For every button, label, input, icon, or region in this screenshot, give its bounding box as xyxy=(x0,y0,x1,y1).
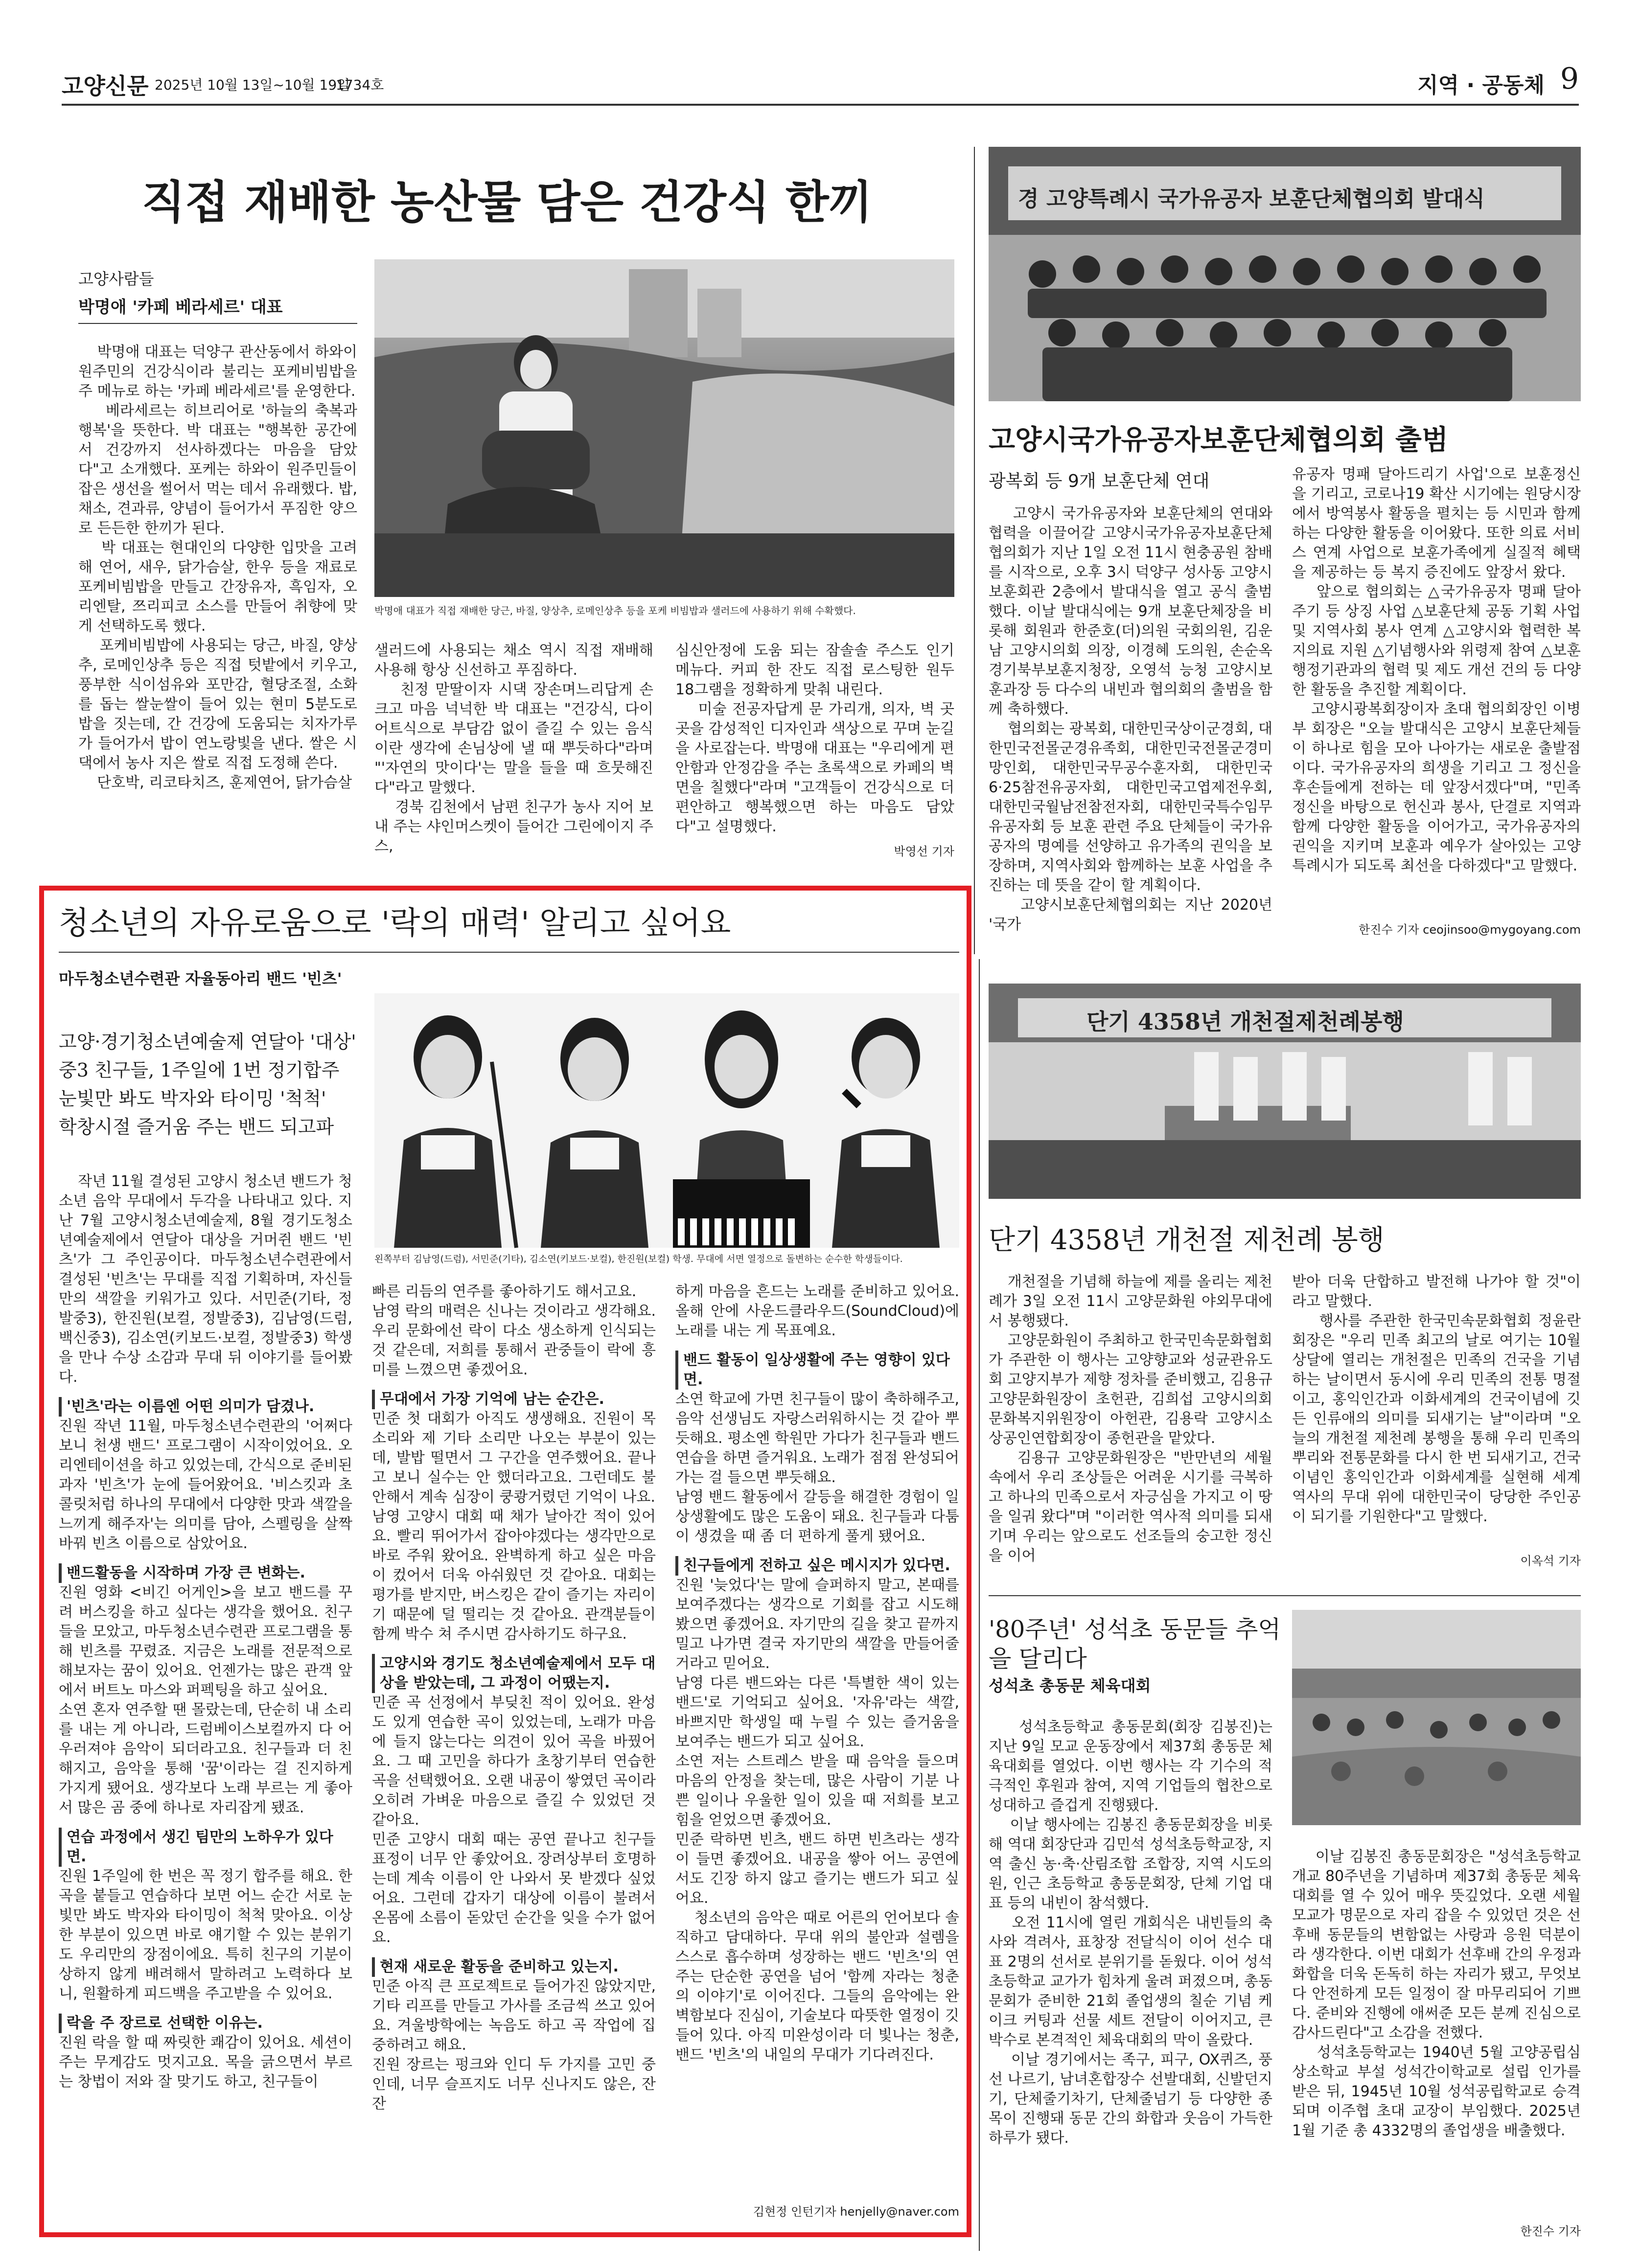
band-photo xyxy=(374,993,959,1248)
gaecheon-byline: 이옥석 기자 xyxy=(1520,1554,1581,1568)
band-a4: 진원 락을 할 때 짜릿한 쾌감이 있어요. 세션이 주는 무게감도 멋지고요. 목을 긁으면서 부르는 창법이 저와 잘 맞기도 하고, 친구들이 xyxy=(59,2034,357,2090)
band-q2: 밴드활동을 시작하며 가장 큰 변화는. xyxy=(59,1563,352,1583)
band-photo-illustration xyxy=(374,993,959,1248)
gaecheon-col1: 개천절을 기념해 하늘에 제를 올리는 제천례가 3일 오전 11시 고양문화원 야외무대에서 봉행됐다. 고양문화원이 주최하고 한국민속문화협회가 주관한 이 행사는 고양향교와 성균관유도회 고양지부가 제향 정차를 준비했고, 김용규 고양문화원장이 초헌관, 김희섭 고양시의회 문화복지위원장이 아헌관, 김용락 고양시소상공인연합회장이 종헌관을 맡았다. 김용규 고양문화원장은 "반만년의 세월 속에서 우리 조상들은 어려운 시기를 극복하고 하나의 민족으로서 자긍심을 가지고 이 땅을 일궈 왔다"며 "이러한 역사적 의미를 되새기며 우리는 앞으로도 선조들의 숭고한 정신을 이어 xyxy=(989,1273,1272,1564)
band-q3: 연습 과정에서 생긴 팀만의 노하우가 있다면. xyxy=(59,1828,352,1867)
band-col2-text: 빠른 리듬의 연주를 좋아하기도 해서고요. 남영 락의 매력은 신나는 것이라고 생각해요. 우리 문화에선 락이 다소 생소하게 인식되는 것 같은데, 저희를 통해서 관중들이 락에 흥미를 느꼈으면 좋겠어요. xyxy=(372,1283,656,1378)
band-col3-text: 하게 마음을 흔드는 노래를 준비하고 있어요. 올해 안에 사운드클라우드(SoundCloud)에 노래를 내는 게 목표예요. xyxy=(675,1283,964,1339)
band-a7: 민준 아직 큰 프로젝트로 들어가진 않았지만, 기타 리프를 만들고 가사를 조금씩 쓰고 있어요. 겨울방학에는 녹음도 하고 곡 작업에 집중하려고 해요. 진원 장르는 펑크와 인디 두 가지를 고민 중인데, 너무 슬프지도 너무 신나지도 않은, 잔잔 xyxy=(372,1978,656,2112)
veterans-col1: 고양시 국가유공자와 보훈단체의 연대와 협력을 이끌어갈 고양시국가유공자보훈단체협의회가 지난 1일 오전 11시 현충공원 참배를 시작으로, 오후 3시 덕양구 성사동 고양시보훈회관 2층에서 발대식을 열고 공식 출범했다. 이날 발대식에는 9개 보훈단체장을 비롯해 회원과 한준호(더)의원 국회의원, 김운남 고양시의회 의장, 이경혜 도의원, 손순옥 경기북부보훈지청장, 오영석 능청 고양시보훈과장 등 다수의 내빈과 협의회의 출범을 함께 축하했다. 협의회는 광복회, 대한민국상이군경회, 대한민국전몰군경유족회, 대한민국전몰군경미망인회, 대한민국무공수훈자회, 대한민국6·25참전유공자회, 대한민국고엽제전우회, 대한민국월남전참전자회, 대한민국특수임무유공자회 등 보훈 관련 주요 단체들이 국가유공자의 명예를 선양하고 유가족의 권익을 보장하며, 지역사회와 함께하는 보훈 사업을 추진하는 데 뜻을 같이 할 계획이다. 고양시보훈단체협의회는 지난 2020년 '국가 xyxy=(989,505,1272,933)
gaecheon-photo-banner: 단기 4358년 개천절제천례봉행 xyxy=(1086,1008,1404,1035)
gaecheon-headline: 단기 4358년 개천절 제천례 봉행 xyxy=(989,1224,1385,1256)
band-a3: 진원 1주일에 한 번은 꼭 정기 합주를 해요. 한 곡을 붙들고 연습하다 보면 어느 순간 서로 눈빛만 봐도 박자와 타이밍이 척척 맞아요. 이상한 부분이 있으면 바로 얘기할 수 있는 분위기도 우리만의 장점이에요. 특히 친구의 기분이 상하지 않게 배려해서 말하려고 노력하다 보니, 원활하게 피드백을 주고받을 수 있어요. xyxy=(59,1868,357,2002)
reunion-subhead: 성석초 총동문 체육대회 xyxy=(989,1676,1151,1695)
band-col1 xyxy=(59,1172,357,2219)
band-headline-rule xyxy=(59,952,959,953)
band-subhead: 마두청소년수련관 자율동아리 밴드 '빈츠' xyxy=(59,969,342,988)
band-q1: '빈츠'라는 이름엔 어떤 의미가 담겼나. xyxy=(59,1397,352,1417)
reunion-byline: 한진수 기자 xyxy=(1520,2224,1581,2238)
band-byline: 김현정 인턴기자 henjelly@naver.com xyxy=(753,2205,959,2219)
farm-headline: 직접 재배한 농산물 담은 건강식 한끼 xyxy=(141,176,873,229)
farm-photo xyxy=(374,259,954,597)
reunion-headline: '80주년' 성석초 동문들 추억을 달리다 xyxy=(989,1616,1281,1672)
band-a8: 소연 학교에 가면 친구들이 많이 축하해주고, 음악 선생님도 자랑스러워하시는 것 같아 뿌듯해요. 평소엔 학원만 가다가 친구들과 밴드 연습을 하면 즐거워요. 노래가 점점 완성되어가는 걸 들으면 뿌듯해요. 남영 밴드 활동에서 갈등을 해결한 경험이 일상생활에도 많은 도움이 돼요. 친구들과 다툼이 생겼을 때 좀 더 편하게 풀게 됐어요. xyxy=(675,1391,959,1545)
farm-kicker: 고양사람들 xyxy=(78,270,154,288)
farm-photo-caption: 박명애 대표가 직접 재배한 당근, 바질, 양상추, 로메인상추 등을 포케 비빔밥과 샐러드에 사용하기 위해 수확했다. xyxy=(374,605,856,617)
reunion-col2: 이날 김봉진 총동문회장은 "성석초등학교 개교 80주년을 기념하며 제37회 총동문 체육대회를 열 수 있어 매우 뜻깊었다. 오랜 세월 모교가 명문으로 자리 잡을 수 있었던 것은 선후배 동문들의 변함없는 사랑과 응원 덕분이라 생각한다. 이번 대회가 선후배 간의 우정과 화합을 더욱 돈독히 하는 자리가 됐고, 무엇보다 안전하게 모든 일정이 잘 마무리되어 기쁘다. 준비와 진행에 애써준 모든 분께 진심으로 감사드린다"고 소감을 전했다. 성석초등학교는 1940년 5월 고양공립심상소학교 부설 성석간이학교로 설립 인가를 받은 뒤, 1945년 10월 성석공립학교로 승격되며 이주협 초대 교장이 부임했다. 2025년 1월 기준 총 4332명의 졸업생을 배출했다. xyxy=(1292,1848,1581,2139)
farm-col1: 박명애 대표는 덕양구 관산동에서 하와이 원주민의 건강식이라 불리는 포케비빔밥을 주 메뉴로 하는 '카페 베라세르'를 운영한다. 베라세르는 히브리어로 '하늘의 축복과 행복'을 뜻한다. 박 대표는 "행복한 공간에서 건강까지 선사하겠다는 마음을 담았다"고 소개했다. 포케는 하와이 원주민들이 잡은 생선을 썰어서 먹는 데서 유래했다. 밥, 채소, 견과류, 양념이 들어가서 푸짐한 양으로 든든한 한끼가 된다. 박 대표는 현대인의 다양한 입맛을 고려해 연어, 새우, 닭가슴살, 한우 등을 재료로 포케비빔밥을 만들고 간장유자, 흑임자, 오리엔탈, 쯔리피코 소스를 만들어 취향에 맞게 선택하도록 했다. 포케비빔밥에 사용되는 당근, 바질, 양상추, 로메인상추 등은 직접 텃밭에서 키우고, 풍부한 식이섬유와 포만감, 혈당조절, 소화를 돕는 쌀눈쌀이 들어 있는 현미 5분도로 밥을 짓는데, 간 건강에 도움되는 치자가루가 들어가서 밥이 연노랑빛을 낸다. 쌀은 시댁에서 농사 지은 쌀로 직접 도정해 쓴다. 단호박, 리코타치즈, 훈제연어, 닭가슴살 xyxy=(78,344,357,791)
farm-col2: 샐러드에 사용되는 채소 역시 직접 재배해 사용해 항상 신선하고 푸짐하다. 친정 맏딸이자 시댁 장손며느리답게 손 크고 마음 넉넉한 박 대표는 "건강식, 다이어트식으로 부담감 없이 즐길 수 있는 음식이란 생각에 손님상에 낼 때 뿌듯하다"라며 "'자연의 맛이다'는 말을 들을 때 흐뭇해진다"라고 말했다. 경북 김천에서 남편 친구가 농사 지어 보내 주는 샤인머스켓이 들어간 그린에이지 주스, xyxy=(374,642,653,855)
reunion-col1: 성석초등학교 총동문회(회장 김봉진)는 지난 9일 모교 운동장에서 제37회 총동문 체육대회를 열었다. 이번 행사는 각 기수의 적극적인 후원과 참여, 지역 기업들의 협찬으로 성대하고 즐겁게 진행됐다. 이날 행사에는 김봉진 총동문회장을 비롯해 역대 회장단과 김민석 성석초등학교장, 지역 출신 농·축·산림조합 조합장, 지역 시도의원, 인근 초등학교 총동문회장, 단체 기업 대표 등의 내빈이 참석했다. 오전 11시에 열린 개회식은 내빈들의 축사와 격려사, 표창장 전달식이 이어 선수 대표 2명의 선서로 분위기를 돋웠다. 이어 성석초등학교 교가가 힘차게 울려 퍼졌으며, 총동문회가 준비한 21회 졸업생의 칠순 기념 케이크 커팅과 선물 세트 전달이 이어지고, 큰 박수로 본격적인 체육대회의 막이 올랐다. 이날 경기에서는 족구, 피구, OX퀴즈, 풍선 나르기, 남녀혼합장수 선발대회, 신발던지기, 단체줄기차기, 단체줄넘기 등 다양한 종목이 진행돼 동문 간의 화합과 웃음이 가득한 하루가 됐다. xyxy=(989,1718,1272,2147)
gaecheon-col2: 받아 더욱 단합하고 발전해 나가야 할 것"이라고 말했다. 행사를 주관한 한국민속문화협회 정윤란 회장은 "우리 민족 최고의 날로 여기는 10월 상달에 열리는 개천절은 민족의 건국을 기념하는 날이면서 동시에 우리 민족의 전통 명절이고, 홍익인간과 이화세계의 건국이념에 깃든 인류애의 의미를 되새기는 날"이라며 "오늘의 개천절 제천례 봉행을 통해 우리 민족의 뿌리와 전통문화를 다시 한 번 되새기고, 건국이념인 홍익인간과 이화세계를 실현해 세계 역사의 무대 위에 대한민국이 당당한 주인공이 되기를 기원한다"고 말했다. xyxy=(1292,1273,1581,1525)
band-photo-caption: 왼쪽부터 김남영(드럼), 서민준(기타), 김소연(키보드·보컬), 한진원(보컬) 학생. 무대에 서면 열정으로 돌변하는 순수한 학생들이다. xyxy=(374,1254,903,1264)
band-a2: 진원 영화 <비긴 어게인>을 보고 밴드를 꾸려 버스킹을 하고 싶다는 생각을 했어요. 친구들을 모았고, 마두청소년수련관 프로그램을 통해 빈츠를 꾸렸죠. 지금은 노래를 전문적으로 해보자는 꿈이 있어요. 언젠가는 많은 관객 앞에서 버트노 마스와 퍼펙팅을 하고 싶어요. 소연 혼자 연주할 땐 몰랐는데, 단순히 내 소리를 내는 게 아니라, 드럼베이스보컬까지 다 어우러져야 음악이 되더라고요. 친구들과 더 친해지고, 음악을 통해 '꿈'이라는 걸 진지하게 가지게 됐어요. 생각보다 노래 부르는 게 좋아서 많은 곰 중에 하나로 자리잡게 됐죠. xyxy=(59,1584,352,1816)
veterans-byline: 한진수 기자 ceojinsoo@mygoyang.com xyxy=(1359,923,1581,937)
band-col3 xyxy=(675,1282,964,2197)
band-a6: 민준 곡 선정에서 부딪친 적이 있어요. 완성도 있게 연습한 곡이 있었는데, 노래가 마음에 들지 않는다는 의견이 있어 곡을 바꿨어요. 그 때 고민을 하다가 초창기부터 연습한 곡을 선택했어요. 오랜 내공이 쌓였던 곡이라 오히려 가벼운 마음으로 즐길 수 있었던 것 같아요. 민준 고양시 대회 때는 공연 끝나고 친구들 표정이 너무 안 좋았어요. 장려상부터 호명하는데 계속 이름이 안 나와서 못 받겠다 싶었어요. 그런데 갑자기 대상에 이름이 불려서 온몸에 소름이 돋았던 순간을 잊을 수가 없어요. xyxy=(372,1694,656,1946)
farm-photo-illustration xyxy=(374,259,954,597)
band-q8: 밴드 활동이 일상생활에 주는 영향이 있다면. xyxy=(675,1351,959,1390)
band-a1: 진원 작년 11월, 마두청소년수련관의 '어쩌다 보니 천생 밴드' 프로그램이 시작이었어요. 오리엔테이션을 하고 있었는데, 간식으로 준비된 과자 '빈츠'가 눈에 들어왔어요. '비스킷과 초콜릿처럼 하나의 무대에서 다양한 맛과 색깔을 느끼게 해주자'는 의미를 담아, 스펠링을 살짝 바꿔 빈츠 이름으로 삼았어요. xyxy=(59,1418,357,1552)
gaecheon-divider xyxy=(989,1595,1581,1596)
issue-number: 1734호 xyxy=(336,77,384,93)
veterans-headline: 고양시국가유공자보훈단체협의회 출범 xyxy=(989,424,1449,456)
issue-date: 2025년 10월 13일~10월 19일 xyxy=(155,77,350,93)
column-divider-top xyxy=(974,147,975,954)
masthead-rule xyxy=(62,104,1579,106)
band-headline: 청소년의 자유로움으로 '락의 매력' 알리고 싶어요 xyxy=(59,905,731,941)
veterans-subhead: 광복회 등 9개 보훈단체 연대 xyxy=(989,471,1210,491)
band-q7: 현재 새로운 활동을 준비하고 있는지. xyxy=(372,1957,656,1977)
reunion-photo xyxy=(1292,1610,1581,1825)
paper-name: 고양신문 xyxy=(62,73,149,99)
farm-col3: 심신안정에 도움 되는 잠솔솔 주스도 인기 메뉴다. 커피 한 잔도 직접 로스팅한 원두 18그램을 정확하게 맞춰 내린다. 미술 전공자답게 문 가리개, 의자, 벽 곳곳을 감성적인 디자인과 색상으로 꾸며 눈길을 사로잡는다. 박명애 대표는 "우리에게 편안함과 안정감을 주는 초록색으로 카페의 벽면을 칠했다"라며 "고객들이 건강식으로 더 편안하고 행복했으면 하는 마음도 담았다"고 설명했다. xyxy=(675,642,954,835)
veterans-photo xyxy=(989,147,1581,401)
page-number: 9 xyxy=(1560,62,1579,96)
veterans-photo-banner: 경 고양특례시 국가유공자 보훈단체협의회 발대식 xyxy=(1018,186,1485,211)
farm-byline: 박영선 기자 xyxy=(894,845,954,858)
band-q9: 친구들에게 전하고 싶은 메시지가 있다면. xyxy=(675,1556,959,1576)
veterans-col2: 유공자 명패 달아드리기 사업'으로 보훈정신을 기리고, 코로나19 확산 시기에는 원당시장에서 방역봉사 활동을 펼치는 등 시민과 함께하는 다양한 활동을 이어왔다. 또한 의료 서비스 연계 사업으로 보훈가족에게 실질적 혜택을 제공하는 등 복지 증진에도 앞장서 왔다. 앞으로 협의회는 △국가유공자 명패 달아주기 등 상징 사업 △보훈단체 공동 기획 사업 및 지역사회 봉사 연계 △고양시와 협력한 복지의료 지원 △기념행사와 위령제 참여 △보훈 행정기관과의 협력 및 제도 개선 건의 등 다양한 활동을 추진할 계획이다. 고양시광복회장이자 초대 협의회장인 이병부 회장은 "오늘 발대식은 고양시 보훈단체들이 하나로 힘을 모아 나아가는 새로운 출발점이다. 국가유공자의 희생을 기리고 그 정신을 후손들에게 전하는 데 앞장서겠다"며, "민족정신을 바탕으로 헌신과 봉사, 단결로 지역과 함께 다양한 활동을 이어가고, 국가유공자의 권익을 지키며 보훈과 예우가 살아있는 고양특례시가 되도록 최선을 다하겠다"고 말했다. xyxy=(1292,466,1581,874)
band-q6: 고양시와 경기도 청소년예술제에서 모두 대상을 받았는데, 그 과정이 어땠는지. xyxy=(372,1654,656,1693)
band-q4: 락을 주 장르로 선택한 이유는. xyxy=(59,2014,352,2033)
column-divider-bottom xyxy=(979,959,980,2251)
band-a5: 민준 첫 대회가 아직도 생생해요. 진원이 목소리와 제 기타 소리만 나오는 부분이 있는데, 발밥 떨면서 그 구간을 연주했어요. 끝나고 보니 실수는 안 했더라고요. 그런데도 불안해서 계속 심장이 쿵쾅거렸던 기억이 나요. 남영 고양시 대회 때 채가 날아간 적이 있어요. 빨리 뛰어가서 잡아야겠다는 생각만으로 바로 주워 왔어요. 완벽하게 하고 싶은 마음이 컸어서 더욱 아쉬웠던 것 같아요. 대회는 평가를 받지만, 버스킹은 같이 즐기는 자리이기 때문에 덜 떨리는 것 같아요. 관객분들이 함께 박수 쳐 주시면 감사하기도 하구요. xyxy=(372,1410,656,1643)
band-deck: 고양·경기청소년예술제 연달아 '대상' 중3 친구들, 1주일에 1번 정기합주 눈빛만 봐도 박자와 타이밍 '척척' 학창시절 즐거움 주는 밴드 되고파 xyxy=(59,1031,356,1138)
band-col2 xyxy=(372,1282,656,2222)
farm-subhead: 박명애 '카페 베라세르' 대표 xyxy=(78,298,283,317)
masthead xyxy=(62,64,1579,103)
farm-divider xyxy=(78,323,357,324)
gaecheon-photo xyxy=(989,984,1581,1199)
section-name: 지역 · 공동체 xyxy=(1417,73,1545,98)
reunion-photo-illustration xyxy=(1292,1610,1581,1825)
band-q5: 무대에서 가장 기억에 남는 순간은. xyxy=(372,1390,656,1409)
band-intro: 작년 11월 결성된 고양시 청소년 밴드가 청소년 음악 무대에서 두각을 나타내고 있다. 지난 7월 고양시청소년예술제, 8월 경기도청소년예술제에서 연달아 대상을 거머쥔 밴드 '빈츠'가 그 주인공이다. 마두청소년수련관에서 결성된 '빈츠'는 무대를 직접 기획하며, 자신들만의 색깔을 키워가고 있다. 서민준(기타, 정발중3), 한진원(보컬, 정발중3), 김남영(드럼, 백신중3), 김소연(키보드·보컬, 정발중3) 학생을 만나 수상 소감과 무대 뒤 이야기를 들어봤다. xyxy=(59,1173,357,1386)
band-a9: 진원 '늦었다'는 말에 슬퍼하지 말고, 본때를 보여주겠다는 생각으로 기회를 잡고 시도해 봤으면 좋겠어요. 자기만의 길을 찾고 끝까지 밀고 나가면 결국 자기만의 색깔을 만들어줄 거라고 믿어요. 남영 다른 밴드와는 다른 '특별한 색이 있는 밴드'로 기억되고 싶어요. '자유'라는 색깔, 바쁘지만 학생일 때 누릴 수 있는 즐거움을 보여주는 밴드가 되고 싶어요. 소연 저는 스트레스 받을 때 음악을 들으며 마음의 안정을 찾는데, 많은 사람이 기분 나쁜 일이나 우울한 일이 있을 때 저희를 보고 힘을 얻었으면 좋겠어요. 민준 락하면 빈츠, 밴드 하면 빈츠라는 생각이 들면 좋겠어요. 내공을 쌓아 어느 공연에서도 긴장 하지 않고 즐기는 밴드가 되고 싶어요. 청소년의 음악은 때로 어른의 언어보다 솔직하고 담대하다. 무대 위의 불안과 설렘을 스스로 흡수하며 성장하는 밴드 '빈츠'의 연주는 단순한 공연을 넘어 '함께 자라는 청춘의 이야기'로 이어진다. 그들의 음악에는 완벽함보다 진심이, 기술보다 따뜻한 열정이 깃들어 있다. 아직 미완성이라 더 빛나는 청춘, 밴드 '빈츠'의 내일의 무대가 기다려진다. xyxy=(675,1577,959,2063)
